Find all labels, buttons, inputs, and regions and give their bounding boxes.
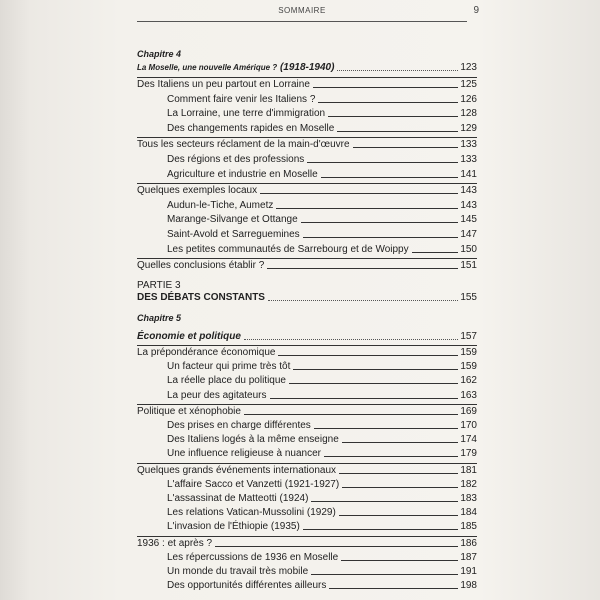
entry-page: 159 (460, 361, 477, 373)
entry-title: Comment faire venir les Italiens ? (167, 93, 316, 105)
toc-subsection-entry[interactable] (167, 92, 477, 106)
leader-dots (337, 131, 458, 132)
leader-dots (215, 546, 458, 547)
leader-dots (339, 473, 458, 474)
entry-title: Quelques grands événements internationaux (137, 464, 337, 476)
toc-section-entry[interactable] (137, 137, 477, 151)
entry-title: Audun-le-Tiche, Aumetz (167, 199, 274, 211)
entry-page: 159 (460, 347, 477, 358)
leader-dots (318, 102, 458, 103)
entry-title: Les relations Vatican-Mussolini (1929) (167, 507, 336, 519)
leader-dots (303, 529, 459, 530)
entry-title: Saint-Avold et Sarreguemines (167, 229, 300, 240)
leader-dots (307, 162, 458, 163)
entry-title: La réelle place du politique (167, 375, 286, 387)
entry-page: 129 (460, 122, 477, 134)
entry-page: 184 (460, 507, 477, 519)
toc-section-entry[interactable] (137, 258, 477, 272)
toc-subsection-entry[interactable] (167, 227, 477, 241)
entry-title: Des Italiens un peu partout en Lorraine (137, 79, 310, 90)
toc-section-entry[interactable] (137, 536, 477, 550)
entry-title: Les petites communautés de Sarrebourg et de Woippy (167, 243, 409, 255)
leader-dots (324, 456, 458, 457)
toc-subsection-entry[interactable] (167, 359, 477, 373)
entry-page: 163 (460, 389, 477, 401)
part-3-page: 155 (460, 292, 477, 303)
entry-title: Marange-Silvange et Ottange (167, 214, 298, 226)
leader-dots (276, 208, 458, 209)
toc-subsection-entry[interactable] (167, 550, 477, 564)
entry-page: 133 (460, 154, 477, 165)
chapter-4-title-line[interactable] (137, 60, 477, 74)
entry-title: L'assassinat de Matteotti (1924) (167, 493, 309, 504)
entry-page: 187 (460, 551, 477, 563)
entry-title: Des opportunités différentes ailleurs (167, 580, 327, 592)
entry-title: Les répercussions de 1936 en Moselle (167, 551, 339, 563)
leader-dots (339, 515, 459, 516)
leader-dots (311, 574, 458, 575)
entry-page: 170 (460, 420, 477, 431)
leader-dots (329, 588, 458, 589)
entry-page: 185 (460, 521, 477, 533)
entry-title: Des régions et des professions (167, 154, 305, 165)
entry-page: 151 (460, 260, 477, 272)
toc-subsection-entry[interactable] (167, 242, 477, 256)
leader-dots (342, 442, 459, 443)
entry-title: Politique et xénophobie (137, 405, 241, 417)
entry-page: 179 (460, 448, 477, 460)
chapter-5-title: Économie et politique (137, 331, 241, 342)
entry-title: Quelles conclusions établir ? (137, 260, 265, 272)
entry-title: Des prises en charge différentes (167, 420, 311, 431)
entry-page: 150 (460, 243, 477, 255)
chapter-5-label: Chapitre 5 (137, 313, 182, 323)
chapter-5-page: 157 (460, 331, 477, 342)
entry-page: 186 (460, 537, 477, 549)
toc-subsection-entry[interactable] (167, 373, 477, 387)
entry-page: 126 (460, 93, 477, 105)
entry-page: 125 (460, 79, 477, 90)
chapter-4-page: 123 (460, 62, 477, 73)
page-header (137, 5, 479, 22)
leader-dots (270, 398, 459, 399)
toc-subsection-entry[interactable] (167, 121, 477, 135)
chapter-4-title: La Moselle, une nouvelle Amérique ? (1918-1940) (137, 62, 335, 73)
toc-section-entry[interactable] (137, 404, 477, 418)
entry-page: 182 (460, 478, 477, 490)
entry-title: Un monde du travail très mobile (167, 566, 309, 577)
toc-section-entry[interactable] (137, 345, 477, 359)
leader-dots (353, 147, 459, 148)
entry-title: 1936 : et après ? (137, 537, 213, 549)
leader-dots (268, 300, 458, 301)
entry-page: 147 (460, 229, 477, 240)
toc-subsection-entry[interactable] (167, 388, 477, 402)
running-head: SOMMAIRE (278, 6, 326, 15)
entry-title: Un facteur qui prime très tôt (167, 361, 291, 373)
entry-title: Des changements rapides en Moselle (167, 122, 335, 134)
leader-dots (267, 268, 458, 269)
entry-page: 181 (460, 464, 477, 476)
toc-section-entry[interactable] (137, 183, 477, 197)
entry-title: L'invasion de l'Éthiopie (1935) (167, 521, 300, 533)
part-3-label: PARTIE 3 (137, 280, 181, 291)
chapter-4-label: Chapitre 4 (137, 49, 182, 59)
leader-dots (342, 487, 458, 488)
leader-dots (301, 222, 459, 223)
leader-dots (244, 414, 458, 415)
entry-title: Une influence religieuse à nuancer (167, 448, 321, 460)
part-3-title-line[interactable] (137, 290, 477, 304)
entry-title: Agriculture et industrie en Moselle (167, 168, 318, 180)
leader-dots (321, 177, 459, 178)
toc-subsection-entry[interactable] (167, 564, 477, 578)
toc-subsection-entry[interactable] (167, 446, 477, 460)
entry-title: Quelques exemples locaux (137, 185, 258, 197)
entry-page: 174 (460, 434, 477, 446)
leader-dots (311, 501, 458, 502)
entry-page: 143 (460, 199, 477, 211)
leader-dots (278, 355, 458, 356)
part-3-title: DES DÉBATS CONSTANTS (137, 292, 265, 303)
entry-page: 143 (460, 185, 477, 197)
entry-page: 169 (460, 405, 477, 417)
toc-subsection-entry[interactable] (167, 418, 477, 432)
toc-subsection-entry[interactable] (167, 167, 477, 181)
entry-page: 133 (460, 139, 477, 151)
toc-subsection-entry[interactable] (167, 198, 477, 212)
entry-page: 141 (460, 168, 477, 180)
entry-page: 162 (460, 375, 477, 387)
leader-dots (328, 116, 458, 117)
leader-dots (303, 237, 459, 238)
entry-title: La Lorraine, une terre d'immigration (167, 108, 326, 120)
toc-subsection-entry[interactable] (167, 519, 477, 533)
toc-subsection-entry[interactable] (167, 491, 477, 505)
entry-title: Tous les secteurs réclament de la main-d'œuvre (137, 139, 350, 151)
toc-subsection-entry[interactable] (167, 477, 477, 491)
entry-page: 191 (460, 566, 477, 577)
entry-title: L'affaire Sacco et Vanzetti (1921-1927) (167, 478, 340, 490)
toc-subsection-entry[interactable] (167, 106, 477, 120)
entry-page: 128 (460, 108, 477, 120)
toc-subsection-entry[interactable] (167, 212, 477, 226)
entry-page: 198 (460, 580, 477, 592)
leader-dots (337, 70, 458, 71)
chapter-5-title-line[interactable] (137, 329, 477, 343)
leader-dots (293, 369, 458, 370)
leader-dots (314, 428, 459, 429)
entry-title: La prépondérance économique (137, 347, 276, 358)
toc-subsection-entry[interactable] (167, 578, 477, 592)
leader-dots (244, 339, 458, 340)
toc-subsection-entry[interactable] (167, 152, 477, 166)
leader-dots (412, 252, 459, 253)
leader-dots (341, 560, 458, 561)
entry-title: Des Italiens logés à la même enseigne (167, 434, 339, 446)
leader-dots (289, 383, 458, 384)
toc-section-entry[interactable] (137, 77, 477, 91)
toc-section-entry[interactable] (137, 463, 477, 477)
page-number: 9 (473, 5, 479, 16)
toc-subsection-entry[interactable] (167, 432, 477, 446)
entry-title: La peur des agitateurs (167, 389, 267, 401)
entry-page: 145 (460, 214, 477, 226)
entry-page: 183 (460, 493, 477, 504)
leader-dots (313, 87, 458, 88)
toc-subsection-entry[interactable] (167, 505, 477, 519)
leader-dots (260, 193, 458, 194)
